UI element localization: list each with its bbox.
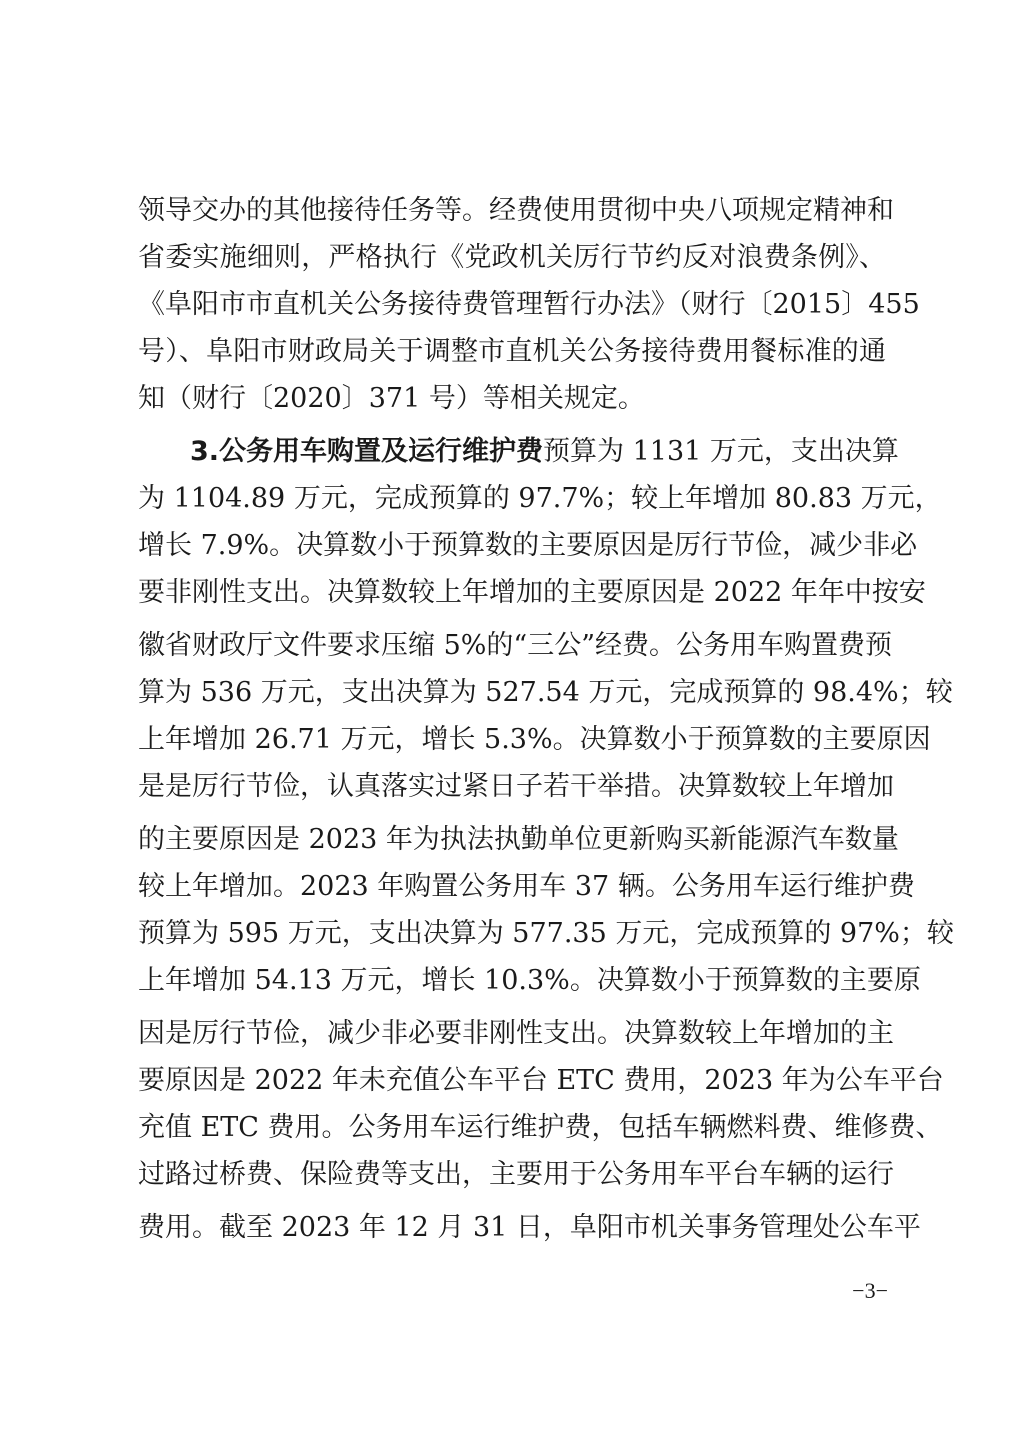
paragraph-line: 算为 536 万元，支出决算为 527.54 万元，完成预算的 98.4%；较 — [138, 677, 953, 708]
paragraph-line: 要原因是 2022 年未充值公车平台 ETC 费用，2023 年为公车平台 — [138, 1065, 944, 1096]
paragraph-line: 上年增加 54.13 万元，增长 10.3%。决算数小于预算数的主要原 — [138, 965, 921, 996]
paragraph-line: 过路过桥费、保险费等支出，主要用于公务用车平台车辆的运行 — [138, 1159, 894, 1190]
paragraph-line: 因是厉行节俭，减少非必要非刚性支出。决算数较上年增加的主 — [138, 1018, 894, 1049]
paragraph-line: 徽省财政厅文件要求压缩 5%的“三公”经费。公务用车购置费预 — [138, 630, 893, 661]
paragraph-line: 增长 7.9%。决算数小于预算数的主要原因是厉行节俭，减少非必 — [138, 530, 918, 561]
paragraph-line: 知（财行〔2020〕371 号）等相关规定。 — [138, 383, 645, 414]
page-number: −3− — [852, 1278, 888, 1303]
paragraph-line: 号）、阜阳市财政局关于调整市直机关公务接待费用餐标准的通 — [138, 336, 886, 367]
section-heading-line — [190, 428, 899, 476]
paragraph-line: 充值 ETC 费用。公务用车运行维护费，包括车辆燃料费、维修费、 — [138, 1112, 943, 1143]
paragraph-line: 《阜阳市市直机关公务接待费管理暂行办法》（财行〔2015〕455 — [138, 289, 920, 320]
paragraph-line: 费用。截至 2023 年 12 月 31 日，阜阳市机关事务管理处公车平 — [138, 1212, 921, 1243]
paragraph-line: 领导交办的其他接待任务等。经费使用贯彻中央八项规定精神和 — [138, 195, 894, 226]
section-heading: 3.公务用车购置及运行维护费 — [190, 436, 544, 467]
paragraph-line: 省委实施细则，严格执行《党政机关厉行节约反对浪费条例》、 — [138, 242, 886, 273]
heading-line-text: 预算为 1131 万元，支出决算 — [543, 436, 899, 467]
paragraph-line: 是是厉行节俭，认真落实过紧日子若干举措。决算数较上年增加 — [138, 771, 894, 802]
paragraph-line: 为 1104.89 万元，完成预算的 97.7%；较上年增加 80.83 万元， — [138, 483, 942, 514]
paragraph-line: 预算为 595 万元，支出决算为 577.35 万元，完成预算的 97%；较 — [138, 918, 954, 949]
paragraph-line: 要非刚性支出。决算数较上年增加的主要原因是 2022 年年中按安 — [138, 577, 926, 608]
paragraph-line: 上年增加 26.71 万元，增长 5.3%。决算数小于预算数的主要原因 — [138, 724, 931, 755]
paragraph-line: 较上年增加。2023 年购置公务用车 37 辆。公务用车运行维护费 — [138, 871, 915, 902]
paragraph-line: 的主要原因是 2023 年为执法执勤单位更新购买新能源汽车数量 — [138, 824, 899, 855]
